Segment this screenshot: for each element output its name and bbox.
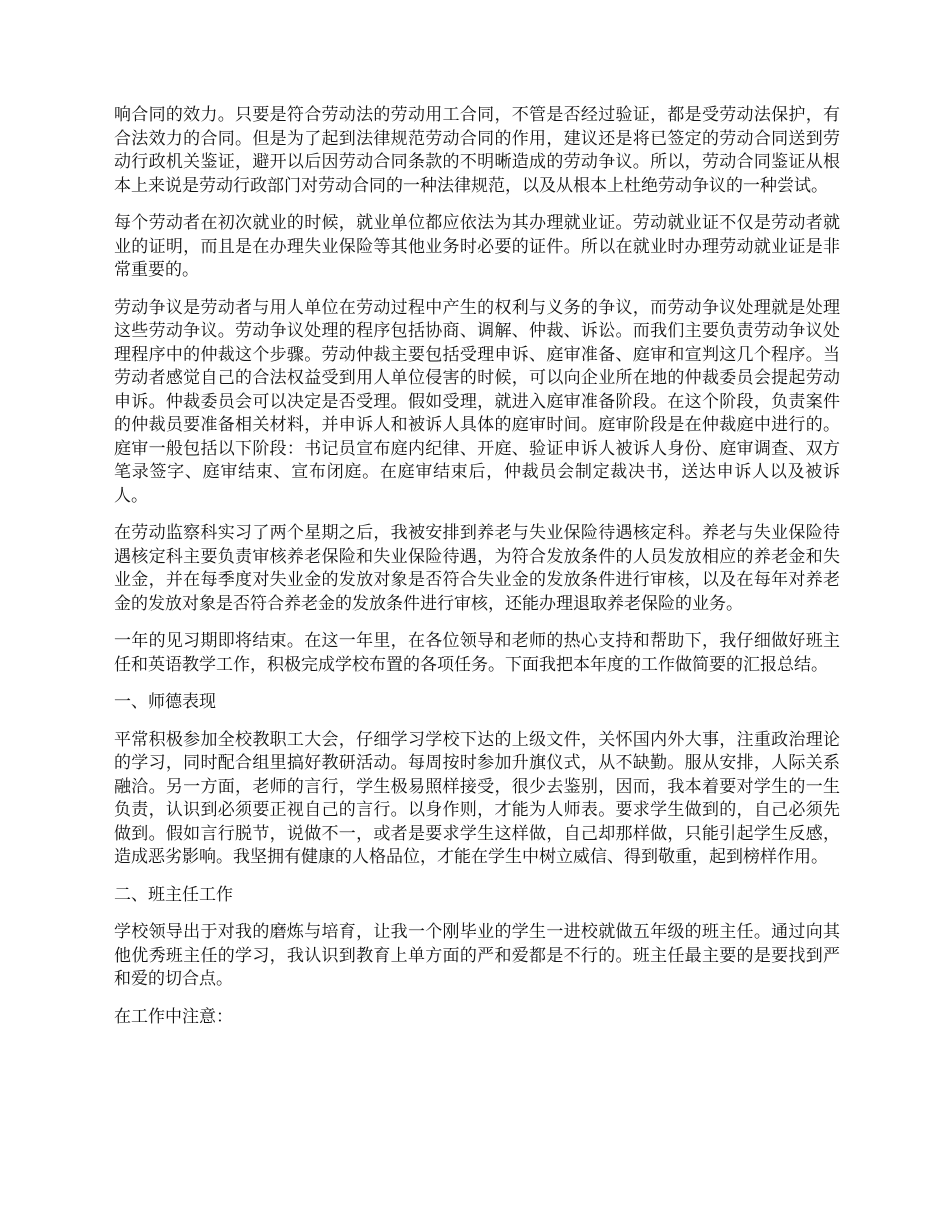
paragraph-contract-validity: 响合同的效力。只要是符合劳动法的劳动用工合同，不管是否经过验证，都是受劳动法保护，有合法效力的合同。但是为了起到法律规范劳动合同的作用，建议还是将已签定的劳动合同送到劳动行政机关鉴证，避开以后因劳动合同条款的不明晰造成的劳动争议。所以，劳动合同鉴证从根本上来说是劳动行政部门对劳动合同的一种法律规范，以及从根本上杜绝劳动争议的一种尝试。 bbox=[114, 105, 840, 196]
paragraph-work-notes: 在工作中注意： bbox=[114, 1006, 233, 1027]
paragraph-insurance-department: 在劳动监察科实习了两个星期之后，我被安排到养老与失业保险待遇核定科。养老与失业保险待遇核定科主要负责审核养老保险和失业保险待遇，为符合发放条件的人员发放相应的养老金和失业金，并在每季度对失业金的发放对象是否符合失业金的发放条件进行审核，以及在每年对养老金的发放对象是否符合养老金的发放条件进行审核，还能办理退取养老保险的业务。 bbox=[114, 523, 840, 614]
paragraph-ethics: 平常积极参加全校教职工大会，仔细学习学校下达的上级文件，关怀国内外大事，注重政治理论的学习，同时配合组里搞好教研活动。每周按时参加升旗仪式，从不缺勤。服从安排，人际关系融洽。另一方面，老师的言行，学生极易照样接受，很少去鉴别，因而，我本着要对学生的一生负责，认识到必须要正视自己的言行。以身作则，才能为人师表。要求学生做到的，自己必须先做到。假如言行脱节，说做不一，或者是要求学生这样做，自己却那样做，只能引起学生反感，造成恶劣影响。我坚拥有健康的人格品位，才能在学生中树立威信、得到敬重，起到榜样作用。 bbox=[114, 729, 840, 867]
document-body bbox=[114, 104, 840, 1043]
paragraph-employment-certificate: 每个劳动者在初次就业的时候，就业单位都应依法为其办理就业证。劳动就业证不仅是劳动者就业的证明，而且是在办理失业保险等其他业务时必要的证件。所以在就业时办理劳动就业证是非常重要的。 bbox=[114, 213, 840, 280]
paragraph-labor-dispute: 劳动争议是劳动者与用人单位在劳动过程中产生的权利与义务的争议，而劳动争议处理就是处理这些劳动争议。劳动争议处理的程序包括协商、调解、仲裁、诉讼。而我们主要负责劳动争议处理程序中的仲裁这个步骤。劳动仲裁主要包括受理申诉、庭审准备、庭审和宣判这几个程序。当劳动者感觉自己的合法权益受到用人单位侵害的时候，可以向企业所在地的仲裁委员会提起劳动申诉。仲裁委员会可以决定是否受理。假如受理，就进入庭审准备阶段。在这个阶段，负责案件的仲裁员要准备相关材料，并申诉人和被诉人具体的庭审时间。庭审阶段是在仲裁庭中进行的。庭审一般包括以下阶段：书记员宣布庭内纪律、开庭、验证申诉人被诉人身份、庭审调查、双方笔录签字、庭审结束、宣布闭庭。在庭审结束后，仲裁员会制定裁决书，送达申诉人以及被诉人。 bbox=[114, 297, 840, 506]
paragraph-probation-summary: 一年的见习期即将结束。在这一年里，在各位领导和老师的热心支持和帮助下，我仔细做好班主任和英语教学工作，积极完成学校布置的各项任务。下面我把本年度的工作做简要的汇报总结。 bbox=[114, 631, 840, 675]
section-heading-class-teacher: 二、班主任工作 bbox=[114, 884, 233, 905]
paragraph-class-teacher: 学校领导出于对我的磨炼与培育，让我一个刚毕业的学生一进校就做五年级的班主任。通过向其他优秀班主任的学习，我认识到教育上单方面的严和爱都是不行的。班主任最主要的是要找到严和爱的切合点。 bbox=[114, 922, 840, 989]
section-heading-ethics: 一、师德表现 bbox=[114, 692, 216, 712]
